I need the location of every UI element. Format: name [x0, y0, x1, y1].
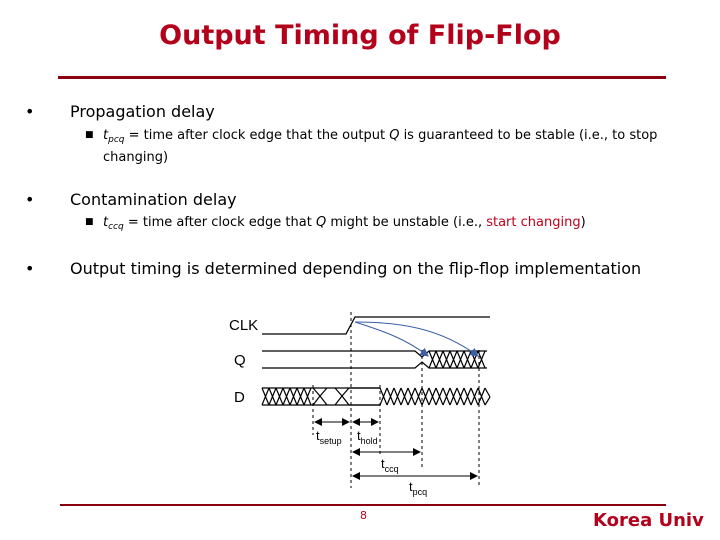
- bullet-dot-icon: •: [25, 190, 35, 209]
- tccq-subscript: ccq: [108, 222, 124, 232]
- square-bullet-icon: ■: [85, 130, 94, 140]
- q-label: Q: [234, 352, 246, 369]
- tpcq-var: t: [103, 128, 109, 143]
- q-var: Q: [389, 128, 400, 143]
- slide-title: Output Timing of Flip-Flop: [159, 20, 561, 51]
- bullet-dot-icon: •: [25, 259, 35, 278]
- tccq-var: t: [103, 215, 109, 230]
- d-waveform: [262, 388, 490, 405]
- bullet-text: Contamination delay: [70, 190, 237, 209]
- thold-label: $t_{hold}$: [357, 428, 378, 446]
- q-var: Q: [315, 215, 327, 230]
- bullet-text: Propagation delay: [70, 102, 215, 121]
- sub-text-part2: is guaranteed to be stable (i.e., to stop: [399, 128, 658, 143]
- sub-text-part3: changing): [103, 150, 169, 165]
- q-waveform: [262, 351, 487, 368]
- tpcq-subscript: pcq: [108, 135, 125, 145]
- tpcq-label: $t_{pcq}$: [409, 479, 428, 497]
- square-bullet-icon: ■: [85, 217, 94, 227]
- tsetup-label: $t_{setup}$: [316, 428, 342, 446]
- brand-label: Korea Univ: [593, 510, 704, 531]
- d-label: D: [234, 389, 245, 406]
- clk-waveform: [262, 317, 490, 334]
- footer-divider: [60, 504, 666, 506]
- sub-text-part3: ): [580, 215, 586, 230]
- clk-label: CLK: [229, 317, 259, 334]
- page-number: 8: [360, 509, 367, 522]
- sub-text-part1: = time after clock edge that: [123, 215, 316, 230]
- bullet-dot-icon: •: [25, 102, 35, 121]
- sub-text-part2: might be unstable (i.e.,: [326, 215, 487, 230]
- sub-text-part1: = time after clock edge that the output: [124, 128, 390, 143]
- timing-labels: [316, 428, 427, 497]
- bullet-text: Output timing is determined depending on the flip-flop implementation: [70, 259, 642, 278]
- tccq-label: $t_{ccq}$: [381, 456, 399, 474]
- start-changing-highlight: start changing: [486, 215, 581, 230]
